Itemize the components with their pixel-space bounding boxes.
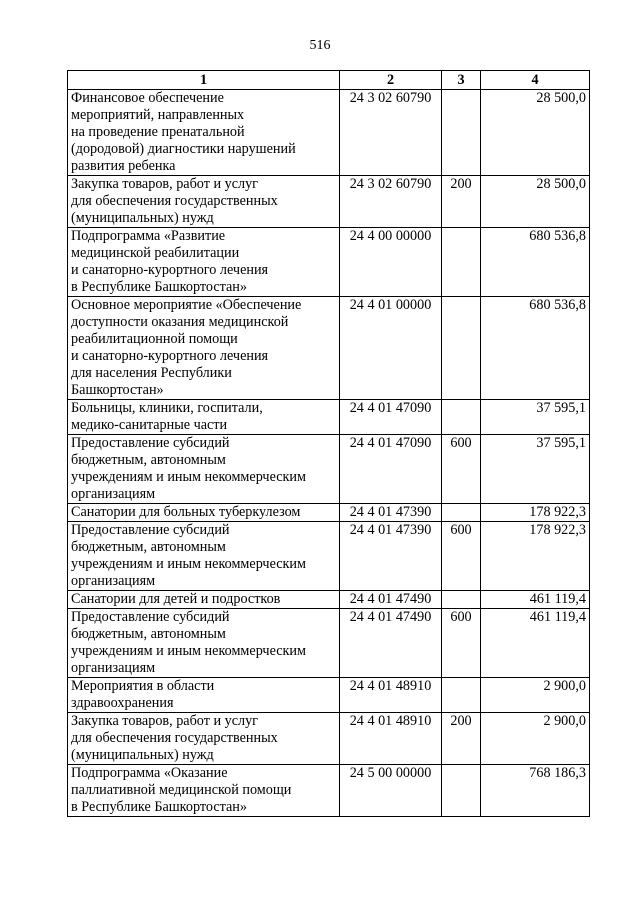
row-name: Подпрограмма «Развитие медицинской реабилитации и санаторно-курортного лечения в Республике Башкортостан» [68, 228, 340, 297]
budget-table [67, 70, 590, 817]
row-type: 600 [442, 435, 481, 504]
row-type [442, 678, 481, 713]
row-name: Санатории для детей и подростков [68, 591, 340, 609]
row-type [442, 504, 481, 522]
row-type [442, 228, 481, 297]
row-code: 24 3 02 60790 [340, 176, 442, 228]
table-row [68, 504, 590, 522]
row-code: 24 4 01 48910 [340, 713, 442, 765]
row-code: 24 4 01 47090 [340, 400, 442, 435]
row-amount: 461 119,4 [481, 591, 590, 609]
table-row [68, 228, 590, 297]
row-code: 24 4 01 47390 [340, 522, 442, 591]
row-code: 24 4 01 47490 [340, 609, 442, 678]
row-code: 24 4 00 00000 [340, 228, 442, 297]
row-code: 24 3 02 60790 [340, 90, 442, 176]
table-row [68, 400, 590, 435]
row-name: Закупка товаров, работ и услуг для обеспечения государственных (муниципальных) нужд [68, 176, 340, 228]
row-amount: 37 595,1 [481, 400, 590, 435]
page-number: 516 [309, 38, 331, 53]
row-code: 24 4 01 47390 [340, 504, 442, 522]
header-col-2: 2 [340, 71, 442, 90]
row-name: Основное мероприятие «Обеспечение доступности оказания медицинской реабилитационной помощи и санаторно-курортного лечения для населения Республики Башкортостан» [68, 297, 340, 400]
row-name: Больницы, клиники, госпитали, медико-санитарные части [68, 400, 340, 435]
row-name: Мероприятия в области здравоохранения [68, 678, 340, 713]
table-row [68, 297, 590, 400]
row-type [442, 400, 481, 435]
row-amount: 178 922,3 [481, 522, 590, 591]
row-name: Предоставление субсидий бюджетным, автономным учреждениям и иным некоммерческим организациям [68, 522, 340, 591]
row-amount: 680 536,8 [481, 228, 590, 297]
header-row [68, 71, 590, 90]
table-row [68, 765, 590, 817]
row-type: 600 [442, 522, 481, 591]
row-amount: 680 536,8 [481, 297, 590, 400]
row-amount: 2 900,0 [481, 678, 590, 713]
row-name: Предоставление субсидий бюджетным, автономным учреждениям и иным некоммерческим организациям [68, 435, 340, 504]
row-amount: 28 500,0 [481, 90, 590, 176]
table-row [68, 713, 590, 765]
row-amount: 178 922,3 [481, 504, 590, 522]
row-name: Подпрограмма «Оказание паллиативной медицинской помощи в Республике Башкортостан» [68, 765, 340, 817]
row-type: 200 [442, 176, 481, 228]
row-code: 24 4 01 48910 [340, 678, 442, 713]
table-row [68, 90, 590, 176]
row-type [442, 591, 481, 609]
table-row [68, 176, 590, 228]
header-col-4: 4 [481, 71, 590, 90]
row-amount: 37 595,1 [481, 435, 590, 504]
row-type: 600 [442, 609, 481, 678]
row-amount: 768 186,3 [481, 765, 590, 817]
row-code: 24 4 01 47490 [340, 591, 442, 609]
row-type [442, 297, 481, 400]
row-name: Предоставление субсидий бюджетным, автономным учреждениям и иным некоммерческим организациям [68, 609, 340, 678]
header-col-1: 1 [68, 71, 340, 90]
row-amount: 28 500,0 [481, 176, 590, 228]
row-type [442, 90, 481, 176]
table-row [68, 435, 590, 504]
row-name: Финансовое обеспечение мероприятий, направленных на проведение пренатальной (дородовой) диагностики нарушений развития ребенка [68, 90, 340, 176]
header-col-3: 3 [442, 71, 481, 90]
row-code: 24 5 00 00000 [340, 765, 442, 817]
table-row [68, 591, 590, 609]
table-row [68, 678, 590, 713]
row-code: 24 4 01 00000 [340, 297, 442, 400]
row-type: 200 [442, 713, 481, 765]
row-name: Санатории для больных туберкулезом [68, 504, 340, 522]
row-name: Закупка товаров, работ и услуг для обеспечения государственных (муниципальных) нужд [68, 713, 340, 765]
row-amount: 461 119,4 [481, 609, 590, 678]
row-amount: 2 900,0 [481, 713, 590, 765]
row-code: 24 4 01 47090 [340, 435, 442, 504]
row-type [442, 765, 481, 817]
table-row [68, 522, 590, 591]
table-row [68, 609, 590, 678]
